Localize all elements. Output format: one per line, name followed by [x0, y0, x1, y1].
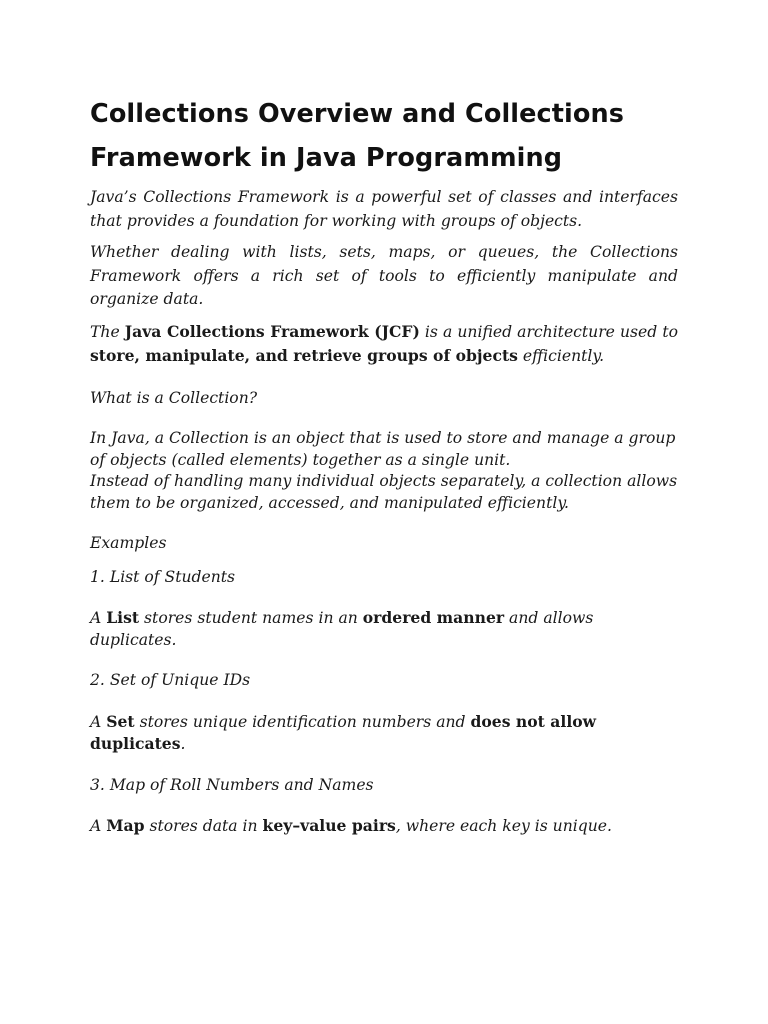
ex2-bold-trait: does not allow duplicates [90, 711, 597, 753]
example-2-text [90, 711, 678, 756]
ex3-bold-type: Map [106, 816, 145, 835]
ex1-bold-trait: ordered manner [362, 608, 505, 627]
definition-line-2: Instead of handling many individual objects separately, a collection allows them to be organized, accessed, and manipulated efficiently. [90, 472, 678, 512]
page-title: Collections Overview and Collections Framework in Java Programming [90, 99, 625, 173]
ex2-bold-type: Set [106, 711, 135, 731]
ex2-post: . [180, 735, 186, 753]
what-is-collection-heading: What is a Collection? [90, 388, 258, 407]
ex3-pre: A [90, 817, 107, 835]
intro-paragraph-2: Whether dealing with lists, sets, maps, or queues, the Collections Framework offers a rich set of tools to efficiently manipulate and organize data. [90, 243, 678, 308]
jcf-text-mid: is a unified architecture used to [419, 322, 678, 341]
ex3-bold-trait: key–value pairs [262, 816, 396, 835]
example-3-heading: 3. Map of Roll Numbers and Names [90, 775, 374, 794]
ex1-bold-type: List [106, 608, 140, 627]
example-2-heading: 2. Set of Unique IDs [90, 671, 251, 689]
jcf-text-post: efficiently. [517, 347, 605, 365]
jcf-paragraph [90, 320, 678, 369]
ex1-post: and allows duplicates. [90, 609, 594, 649]
examples-heading: Examples [90, 534, 167, 552]
jcf-text-pre: The [90, 322, 125, 341]
jcf-bold-name: Java Collections Framework (JCF) [124, 321, 420, 341]
jcf-bold-purpose: store, manipulate, and retrieve groups of objects [90, 346, 518, 365]
ex2-pre: A [90, 712, 107, 731]
ex2-mid: stores unique identification numbers and [134, 712, 471, 731]
ex3-mid: stores data in [144, 817, 263, 835]
ex3-post: , where each key is unique. [395, 817, 612, 835]
example-1-heading: 1. List of Students [90, 567, 236, 586]
ex1-mid: stores student names in an [139, 609, 363, 627]
definition-line-1: In Java, a Collection is an object that is used to store and manage a group of objects (called elements) together as a single unit. [90, 429, 676, 469]
intro-paragraph-1: Java’s Collections Framework is a powerful set of classes and interfaces that provides a foundation for working with groups of objects. [90, 188, 678, 230]
example-1-text [90, 607, 678, 651]
example-3-text [90, 815, 678, 838]
ex1-pre: A [90, 609, 107, 627]
